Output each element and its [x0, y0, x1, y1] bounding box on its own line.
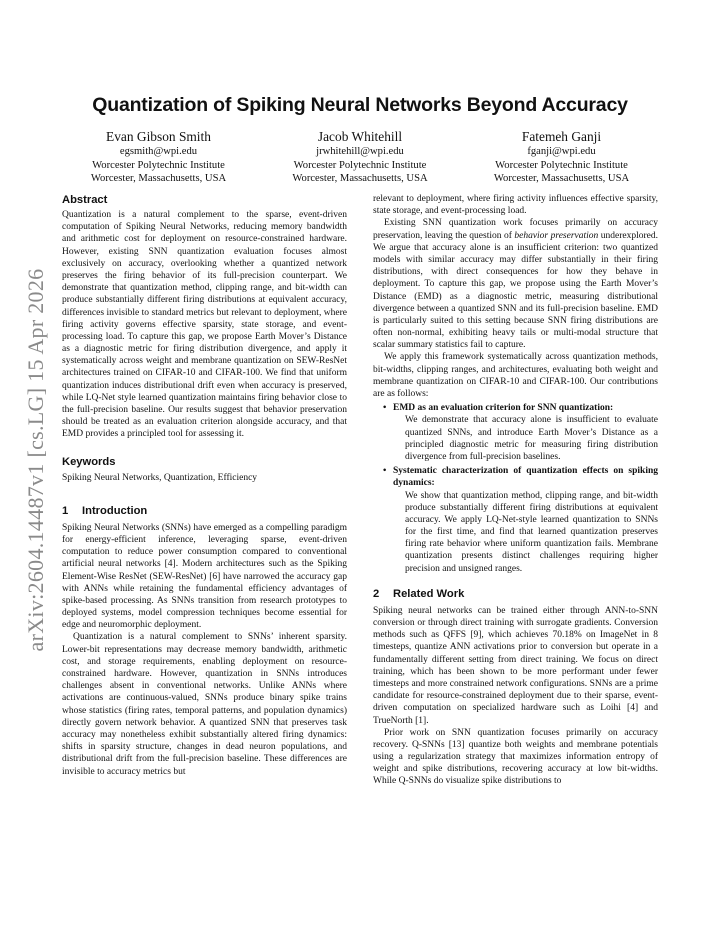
author-location: Worcester, Massachusetts, USA — [493, 173, 630, 185]
abstract-text: Quantization is a natural complement to the sparse, event-driven computation of Spiking Neural Networks, reducing memory bandwidth and arithmetic cost for deployment on resource-constrained hardware. However, existing SNN quantization evaluation focuses almost exclusively on accuracy, overlooking whether a quantized network preserves the firing behavior of its full-precision counterpart. We demonstrate that quantization method, clipping range, and bit-width can produce substantially different firing distributions at equivalent accuracy, differences invisible to standard metrics but relevant to deployment, where firing activity governs effective sparsity, state storage, and event-processing load. To capture this gap, we propose Earth Mover’s Distance as a diagnostic metric for firing distribution divergence, and apply it systematically across weight and membrane quantization on SEW-ResNet architectures trained on CIFAR-10 and CIFAR-100. We find that uniform quantization induces distributional drift even when accuracy is preserved, while LQ-Net style learned quantization maintains firing behavior close to the full-precision baseline. Our results suggest that behavior preservation should be treated as an evaluation criterion alongside accuracy, and that EMD provides a principled tool for assessing it. — [62, 210, 347, 440]
contributions-list — [373, 402, 658, 575]
keywords-text: Spiking Neural Networks, Quantization, Efficiency — [62, 472, 258, 483]
author-1 — [62, 128, 255, 186]
left-column — [62, 193, 347, 778]
author-name: Jacob Whitehill — [317, 129, 403, 144]
author-location: Worcester, Massachusetts, USA — [292, 173, 428, 185]
author-affiliation: Worcester Polytechnic Institute — [293, 159, 427, 171]
emphasis-text: behavior preservation — [514, 230, 599, 241]
right-column — [373, 193, 658, 788]
author-name: Fatemeh Ganji — [521, 129, 602, 144]
author-3 — [465, 128, 658, 186]
author-name: Evan Gibson Smith — [106, 129, 211, 144]
section-number: 1 — [62, 504, 69, 517]
intro-paragraph: Spiking Neural Networks (SNNs) have emerged as a compelling paradigm for energy-efficient inference, leveraging sparse, event-driven computation to reduce power consumption compared to conventional artificial neural networks [4]. Modern architectures such as the Spiking Element-Wise ResNet (SEW-ResNet) [6] have narrowed the accuracy gap with ANNs while retaining the fundamental efficiency advantages of spike-based processing. As SNNs transition from research prototypes to deployed systems, model compression techniques become essential for edge and neuromorphic deployment. — [62, 522, 347, 631]
author-location: Worcester, Massachusetts, USA — [90, 173, 227, 185]
intro-paragraph: Quantization is a natural complement to SNNs’ inherent sparsity. Lower-bit representations may decrease memory bandwidth, arithmetic cost, and storage requirements, enabling deployment on resource-constrained hardware. However, quantization in SNNs introduces challenges absent in conventional networks. Unlike ANNs where activations are continuous-valued, SNNs produce binary spike trains whose statistics (firing rates, temporal patterns, and population dynamics) directly govern network behavior. A quantized SNN that preserves task accuracy may nonetheless exhibit substantially altered firing dynamics: shifts in sparsity structure, changes in dead neuron populations, and distributional drift from the full-precision baseline. These differences are invisible to accuracy metrics but — [62, 632, 347, 777]
contribution-title: Systematic characterization of quantization effects on spiking dynamics: — [393, 466, 658, 489]
intro-paragraph-continued: relevant to deployment, where firing activity influences effective sparsity, state storage, and event-processing load. — [373, 194, 658, 217]
list-item — [393, 402, 658, 463]
author-block — [62, 128, 658, 186]
related-paragraph: Prior work on SNN quantization focuses primarily on accuracy recovery. Q-SNNs [13] quantize both weights and membrane potentials using a regularization strategy that maximizes information entropy of weight and spike distributions, recovering accuracy at low bit-widths. While Q-SNNs do visualize spike distributions to — [373, 727, 658, 787]
contribution-text: We demonstrate that accuracy alone is insufficient to evaluate quantized SNNs, and introduce Earth Mover’s Distance as a principled diagnostic metric for measuring firing distribution divergence from full-precision baselines. — [405, 415, 658, 462]
related-paragraph: Spiking neural networks can be trained either through ANN-to-SNN conversion or through direct training with surrogate gradients. Conversion methods such as QFFS [9], which achieves 70.18% on ImageNet in 8 timesteps, quantize ANN activations prior to conversion but operate in a fundamentally different setting from direct training. We focus on direct training, which has been shown to be more performant under fewer timesteps and more constrained network configurations. SNNs are a prime candidate for resource-constrained deployment due to their sparse, event-driven computation on specialized hardware such as Loihi [4] and TrueNorth [1]. — [373, 605, 658, 726]
intro-paragraph — [373, 217, 658, 351]
list-item — [393, 465, 658, 575]
author-affiliation: Worcester Polytechnic Institute — [92, 159, 225, 171]
author-email: fganji@wpi.edu — [527, 146, 596, 157]
arxiv-identifier — [20, 250, 52, 670]
section-heading-introduction — [62, 504, 347, 518]
section-title: Introduction — [82, 504, 148, 517]
paragraph-text: Existing SNN quantization work focuses primarily on accuracy preservation, leaving the question of — [373, 218, 658, 241]
keywords-heading: Keywords — [62, 455, 116, 468]
contribution-title: EMD as an evaluation criterion for SNN quantization: — [393, 403, 614, 414]
intro-paragraph: We apply this framework systematically across quantization methods, bit-widths, clipping ranges, and architectures, evaluating both weight and membrane quantization on CIFAR-10 and CIFAR-100. Our contributions are as follows: — [373, 352, 658, 399]
paragraph-text: underexplored. We argue that accuracy alone is an insufficient criterion: two quantized models with similar accuracy may differ substantially in their firing distributions, with direct consequences for how they behave in deployment. To capture this gap, we propose using the Earth Mover’s Distance (EMD) as a diagnostic metric, measuring distributional divergence between a quantized SNN and its full-precision baseline. EMD is particularly suited to this setting because SNN firing distributions are often non-normal, exhibiting heavy tails or multi-modal structure that scalar summary statistics fail to capture. — [373, 230, 658, 351]
section-title: Related Work — [393, 587, 465, 600]
author-affiliation: Worcester Polytechnic Institute — [495, 159, 628, 171]
section-number: 2 — [373, 587, 380, 600]
arxiv-identifier-text: arXiv:2604.14487v1 [cs.LG] 15 Apr 2026 — [23, 268, 48, 652]
paper-title: Quantization of Spiking Neural Networks Beyond Accuracy — [92, 94, 628, 116]
author-email: egsmith@wpi.edu — [119, 146, 198, 157]
author-email: jrwhitehill@wpi.edu — [316, 146, 404, 157]
contribution-text: We show that quantization method, clipping range, and bit-width produce substantially different firing distributions at equivalent accuracy. We apply LQ-Net-style learned quantization to SNNs for the first time, and find that learned quantization preserves firing rate behavior where uniform quantization fails. Membrane quantization presents distinct challenges requiring higher precision and unsigned ranges. — [405, 490, 658, 574]
section-heading-related-work — [373, 587, 658, 601]
abstract-heading: Abstract — [62, 194, 108, 206]
author-2 — [264, 128, 457, 186]
